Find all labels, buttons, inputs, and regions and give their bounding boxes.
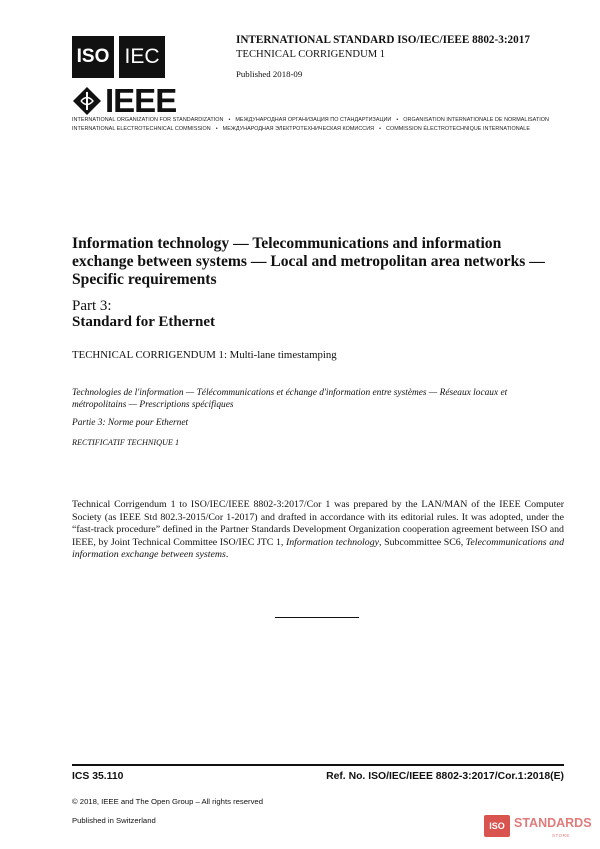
body-text-3: . — [225, 549, 229, 560]
org-iec-en: INTERNATIONAL ELECTROTECHNICAL COMMISSION — [72, 126, 211, 132]
body-text-1: Technical Corrigendum 1 to ISO/IEC/IEEE 8802-3:2017/Cor 1 was prepared by the LAN/MAN of the IEEE Computer Society (as IEEE Std 802.3-2015/Cor 1-2017) and drafted in accordance with its editorial rules. It was adopted, under the “fast-track procedure” defined in the Partner Standards Development Organization cooperation agreement between ISO and IEEE, by Joint Technical Committee ISO/IEC JTC 1, — [72, 499, 564, 548]
foreword-paragraph — [72, 499, 564, 562]
french-title: Technologies de l'information — Télécommunications et échange d'information entre systèmes — Réseaux locaux et métropolitains — Prescriptions spécifiques — [72, 388, 508, 410]
iec-logo: IEC — [119, 36, 165, 78]
store-iso-logo: ISO — [484, 815, 510, 837]
iso-logo: ISO — [72, 36, 114, 78]
footer-rule — [72, 764, 564, 766]
published-date: Published 2018-09 — [236, 69, 303, 79]
reference-number: Ref. No. ISO/IEC/IEEE 8802-3:2017/Cor.1:2018(E) — [326, 771, 564, 782]
store-standards-text: STANDARDS — [514, 816, 592, 830]
store-sub-text: STORE — [552, 833, 570, 838]
body-italic-2: Telecommunications and information exchange between systems — [72, 536, 565, 560]
corrigendum-subtitle: TECHNICAL CORRIGENDUM 1: Multi-lane timestamping — [72, 349, 337, 361]
part-label: Part 3: — [72, 298, 112, 314]
french-part: Partie 3: Norme pour Ethernet — [72, 418, 189, 428]
part-title: Standard for Ethernet — [72, 314, 216, 330]
bullet-separator: • — [228, 117, 231, 123]
ieee-emblem-icon — [72, 86, 102, 116]
organizations-line-2 — [72, 126, 530, 132]
org-iec-ru: МЕЖДУНАРОДНАЯ ЭЛЕКТРОТЕХНИЧЕСКАЯ КОМИССИЯ — [222, 126, 375, 132]
ieee-logo-text: IEEE — [105, 82, 177, 119]
org-iso-fr: ORGANISATION INTERNATIONALE DE NORMALISATION — [403, 117, 549, 123]
bullet-separator: • — [215, 126, 218, 132]
ics-code: ICS 35.110 — [72, 771, 124, 782]
org-iec-fr: COMMISSION ÉLECTROTECHNIQUE INTERNATIONALE — [386, 126, 530, 132]
org-iso-ru: МЕЖДУНАРОДНАЯ ОРГАНИЗАЦИЯ ПО СТАНДАРТИЗАЦИИ — [235, 117, 392, 123]
standard-designation: INTERNATIONAL STANDARD ISO/IEC/IEEE 8802-3:2017 — [236, 34, 530, 46]
body-text-2: , Subcommittee SC6, — [379, 536, 466, 548]
section-divider — [275, 617, 359, 618]
corrigendum-label: TECHNICAL CORRIGENDUM 1 — [236, 49, 386, 60]
french-corrigendum: RECTIFICATIF TECHNIQUE 1 — [72, 438, 180, 447]
bullet-separator: • — [379, 126, 382, 132]
copyright-notice: © 2018, IEEE and The Open Group – All rights reserved — [72, 797, 263, 806]
bullet-separator: • — [396, 117, 399, 123]
org-iso-en: INTERNATIONAL ORGANIZATION FOR STANDARDIZATION — [72, 117, 224, 123]
organizations-line-1 — [72, 117, 549, 123]
published-in: Published in Switzerland — [72, 816, 156, 825]
body-italic-1: Information technology — [285, 536, 380, 548]
document-title: Information technology — Telecommunications and information exchange between systems — Local and metropolitan area networks — Specific requirements — [72, 235, 545, 288]
